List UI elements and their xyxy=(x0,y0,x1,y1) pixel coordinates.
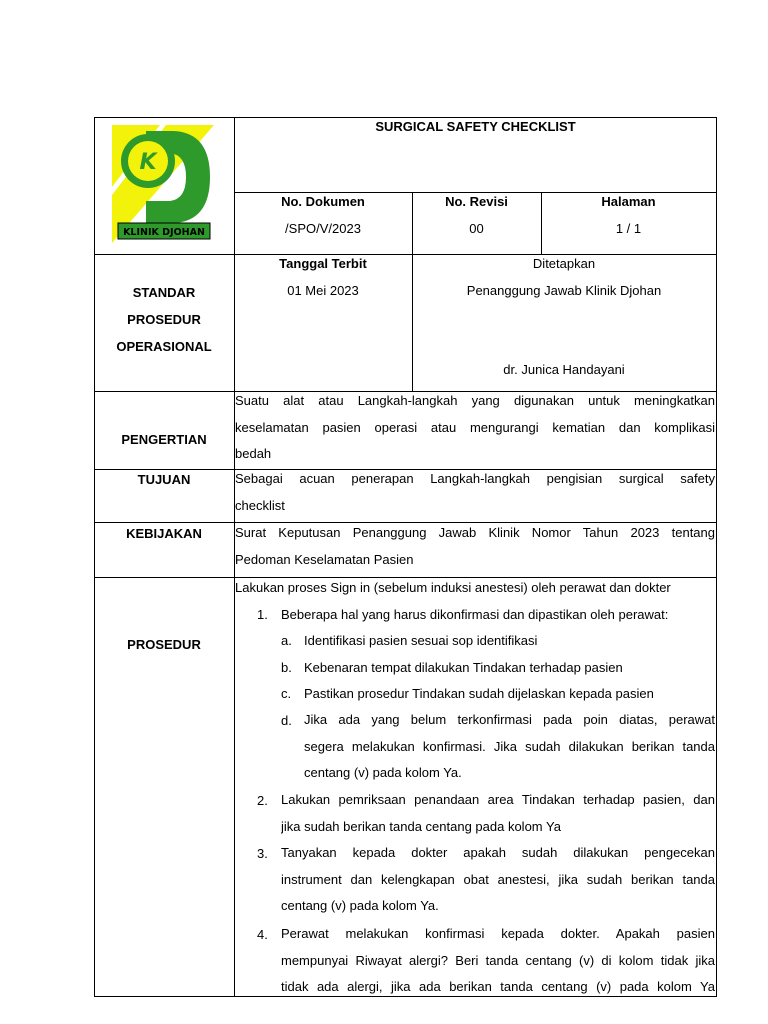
step-number: 3. xyxy=(257,846,268,861)
substep-text: Identifikasi pasien sesuai sop identifikasi xyxy=(304,633,538,648)
step-text: Beberapa hal yang harus dikonfirmasi dan dipastikan oleh perawat: xyxy=(281,607,669,622)
page-value: 1 / 1 xyxy=(615,221,642,236)
doc-number-value: /SPO/V/2023 xyxy=(285,221,361,236)
revision-label: No. Revisi xyxy=(445,194,508,209)
pengertian-line: keselamatan pasien operasi atau mengurangi kematian dan komplikasi xyxy=(235,419,715,435)
substep-letter: a. xyxy=(281,633,292,648)
pengertian-line: Suatu alat atau Langkah-langkah yang digunakan untuk meningkatkan xyxy=(235,393,715,408)
prosedur-intro: Lakukan proses Sign in (sebelum induksi anestesi) oleh perawat dan dokter xyxy=(235,580,671,595)
step-text xyxy=(281,840,715,920)
document-title: SURGICAL SAFETY CHECKLIST xyxy=(375,119,576,134)
step-number: 4. xyxy=(257,927,268,942)
sop-label-line: STANDAR xyxy=(132,285,196,300)
sop-label-line: OPERASIONAL xyxy=(116,339,212,354)
step-line: jika sudah berikan tanda centang pada kolom Ya xyxy=(281,818,561,834)
pengertian-label: PENGERTIAN xyxy=(121,432,207,447)
kebijakan-line: Surat Keputusan Penanggung Jawab Klinik Nomor Tahun 2023 tentang xyxy=(235,525,715,540)
tujuan-line: Sebagai acuan penerapan Langkah-langkah pengisian surgical safety xyxy=(235,471,715,486)
pengertian-line: bedah xyxy=(235,446,272,462)
step-text xyxy=(281,921,715,1001)
step-number: 1. xyxy=(257,607,268,622)
step-line: centang (v) pada kolom Ya. xyxy=(281,898,439,914)
substep-text xyxy=(304,707,715,787)
substep-text: Pastikan prosedur Tindakan sudah dijelaskan kepada pasien xyxy=(304,686,654,701)
step-text xyxy=(281,787,715,840)
pengertian-text xyxy=(235,388,715,468)
sop-label-line: PROSEDUR xyxy=(127,312,201,327)
step-line: Perawat melakukan konfirmasi kepada dokter. Apakah pasien xyxy=(281,926,715,941)
tujuan-label: TUJUAN xyxy=(137,472,191,487)
step-line: mempunyai Riwayat alergi? Beri tanda centang (v) di kolom tidak jika xyxy=(281,952,715,968)
tujuan-text xyxy=(235,466,715,519)
substep-line: segera melakukan konfirmasi. Jika sudah dilakukan berikan tanda xyxy=(304,738,715,754)
svg-text:K: K xyxy=(139,150,157,175)
prosedur-label: PROSEDUR xyxy=(127,637,201,652)
table-border-top xyxy=(94,117,717,118)
issue-date-value: 01 Mei 2023 xyxy=(287,283,359,298)
svg-text:KLINIK DJOHAN: KLINIK DJOHAN xyxy=(123,227,205,238)
step-line: Tanyakan kepada dokter apakah sudah dilakukan pengecekan xyxy=(281,845,715,860)
substep-letter: b. xyxy=(281,660,292,675)
page-label: Halaman xyxy=(601,194,656,209)
kebijakan-label: KEBIJAKAN xyxy=(126,526,202,541)
step-line: instrument dan kelengkapan obat anestesi, jika sudah berikan tanda xyxy=(281,871,715,887)
step-line: Lakukan pemriksaan penandaan area Tindakan terhadap pasien, dan xyxy=(281,792,715,807)
table-row-divider xyxy=(94,577,717,578)
kebijakan-line: Pedoman Keselamatan Pasien xyxy=(235,551,414,567)
approved-by: Penanggung Jawab Klinik Djohan xyxy=(466,283,662,298)
klinik-djohan-logo xyxy=(112,125,214,243)
kebijakan-text xyxy=(235,520,715,573)
table-row-divider xyxy=(94,254,717,255)
signatory-name: dr. Junica Handayani xyxy=(503,362,625,377)
substep-letter: d. xyxy=(281,713,292,728)
table-border-right xyxy=(716,117,717,997)
table-border-left xyxy=(94,117,95,997)
tujuan-line: checklist xyxy=(235,497,285,513)
substep-letter: c. xyxy=(281,686,292,701)
substep-line: centang (v) pada kolom Ya. xyxy=(304,765,462,781)
issue-date-label: Tanggal Terbit xyxy=(279,256,367,271)
revision-value: 00 xyxy=(469,221,484,236)
table-row-divider xyxy=(234,192,717,193)
step-line: tidak ada alergi, jika ada berikan tanda centang (v) pada kolom Ya xyxy=(281,979,715,995)
approved-label: Ditetapkan xyxy=(532,256,596,271)
step-number: 2. xyxy=(257,793,268,808)
substep-text: Kebenaran tempat dilakukan Tindakan terhadap pasien xyxy=(304,660,623,675)
substep-line: Jika ada yang belum terkonfirmasi pada poin diatas, perawat xyxy=(304,712,715,727)
doc-number-label: No. Dokumen xyxy=(281,194,365,209)
